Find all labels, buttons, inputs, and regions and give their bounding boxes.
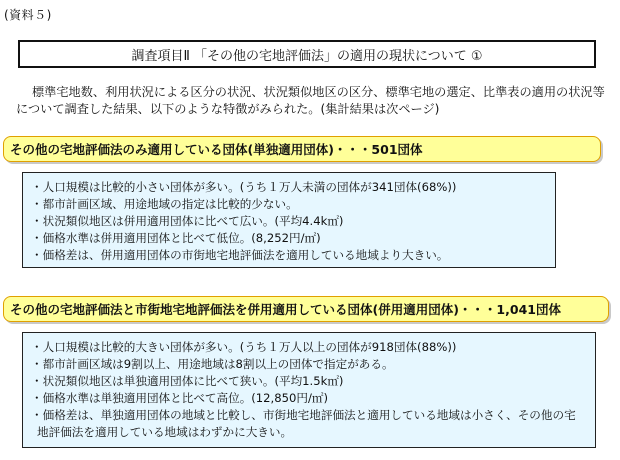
resource-label: (資料５) bbox=[4, 8, 52, 22]
finding-item: ・価格水準は併用適用団体と比べて低位。(8,252円/㎡) bbox=[31, 231, 321, 245]
finding-item: ・人口規模は比較的大きい団体が多い。(うち１万人以上の団体が918団体(88%)) bbox=[31, 340, 457, 354]
finding-item: ・人口規模は比較的小さい団体が多い。(うち１万人未満の団体が341団体(68%)) bbox=[31, 180, 457, 194]
finding-item: ・価格差は、単独適用団体の地域と比較し、市街地宅地評価法と適用している地域は小さく、その他の宅地評価法を適用している地域はわずかに大きい。 bbox=[31, 408, 576, 439]
finding-item: ・都市計画区域は9割以上、用途地域は8割以上の団体で指定がある。 bbox=[31, 357, 394, 371]
section-heading-single bbox=[3, 136, 601, 162]
findings-panel-single bbox=[22, 172, 556, 268]
finding-item: ・状況類似地区は併用適用団体に比べて広い。(平均4.4k㎡) bbox=[31, 214, 344, 228]
finding-item: ・価格水準は単独適用団体と比べて高位。(12,850円/㎡) bbox=[31, 391, 328, 405]
finding-item: ・都市計画区域、用途地域の指定は比較的少ない。 bbox=[31, 197, 298, 211]
section-heading-text: その他の宅地評価法と市街地宅地評価法を併用適用している団体(併用適用団体)・・・1,041団体 bbox=[10, 302, 561, 317]
intro-paragraph: 標準宅地数、利用状況による区分の状況、状況類似地区の区分、標準宅地の選定、比準表の適用の状況等について調査した結果、以下のような特徴がみられた。(集計結果は次ページ) bbox=[16, 85, 605, 116]
finding-item: ・状況類似地区は単独適用団体に比べて狭い。(平均1.5k㎡) bbox=[31, 374, 344, 388]
finding-item: ・価格差は、併用適用団体の市街地宅地評価法を適用している地域より大きい。 bbox=[31, 248, 449, 262]
title-box bbox=[18, 40, 596, 68]
page-title: 調査項目Ⅱ 「その他の宅地評価法」の適用の現状について ① bbox=[131, 48, 483, 64]
findings-panel-combined bbox=[22, 332, 596, 448]
section-heading-text: その他の宅地評価法のみ適用している団体(単独適用団体)・・・501団体 bbox=[10, 142, 423, 157]
section-heading-combined bbox=[3, 296, 609, 322]
